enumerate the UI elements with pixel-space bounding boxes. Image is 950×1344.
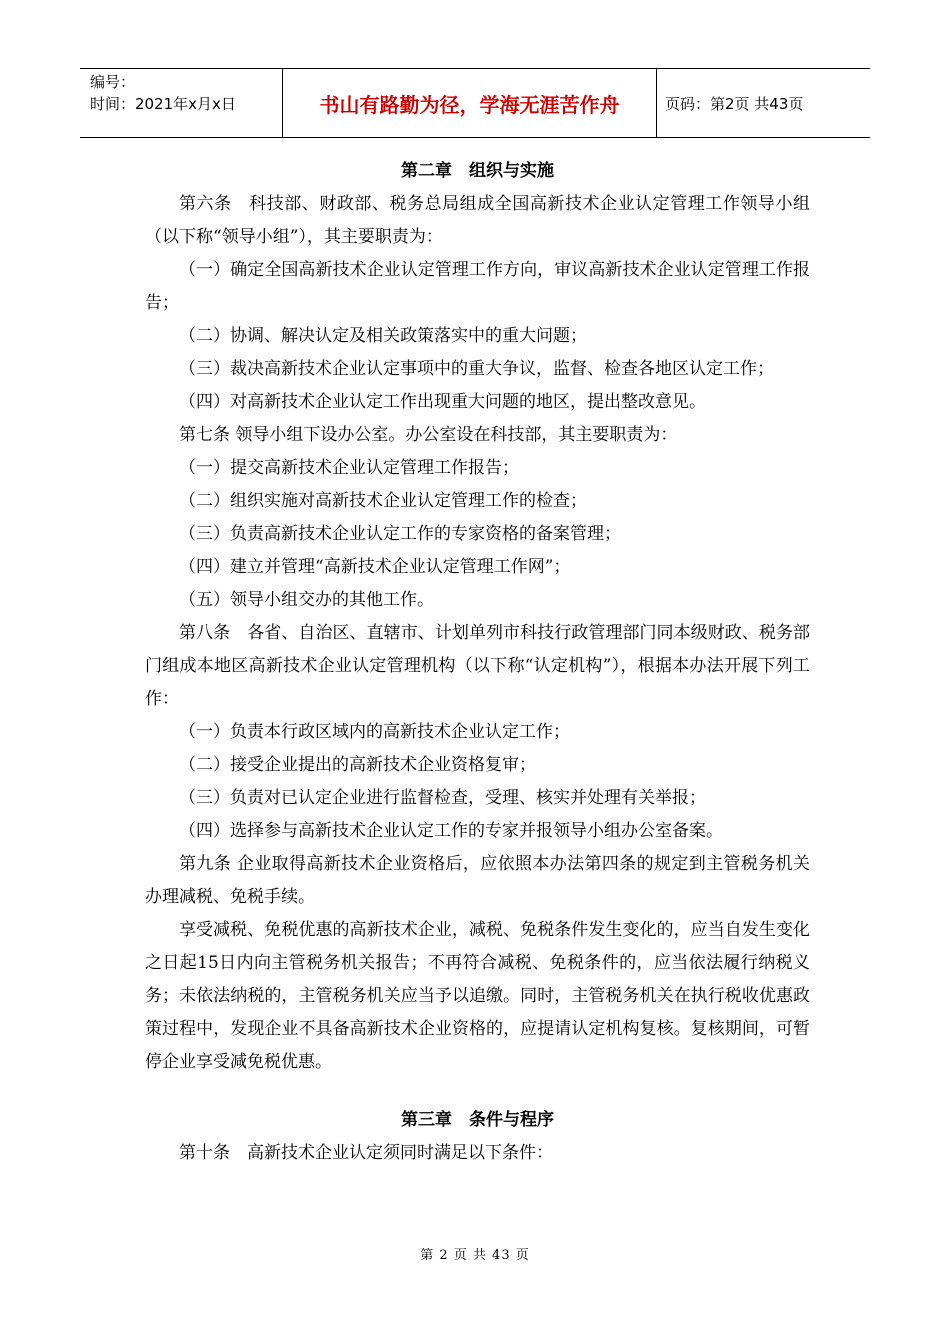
article-8-item-4: （四）选择参与高新技术企业认定工作的专家并报领导小组办公室备案。: [179, 821, 723, 841]
article-8-item-3: （三）负责对已认定企业进行监督检查，受理、核实并处理有关举报；: [179, 788, 706, 808]
article-6: 第六条 科技部、财政部、税务总局组成全国高新技术企业认定管理工作领导小组（以下称“领导小组”），其主要职责为：: [145, 194, 810, 247]
chapter-3-title: 第三章 条件与程序: [401, 1110, 554, 1130]
article-10: 第十条 高新技术企业认定须同时满足以下条件：: [179, 1143, 553, 1163]
header-page-info: 页码：第2页 共43页: [665, 94, 804, 113]
article-7-item-3: （三）负责高新技术企业认定工作的专家资格的备案管理；: [179, 524, 621, 544]
header-motto: 书山有路勤为径，学海无涯苦作舟: [283, 69, 657, 137]
article-6-item-3: （三）裁决高新技术企业认定事项中的重大争议，监督、检查各地区认定工作；: [179, 359, 774, 379]
document-time-label: 时间：2021年x月x日: [90, 95, 236, 113]
article-7: 第七条 领导小组下设办公室。办公室设在科技部，其主要职责为：: [179, 425, 678, 445]
article-6-item-4: （四）对高新技术企业认定工作出现重大问题的地区，提出整改意见。: [179, 392, 706, 412]
article-7-item-5: （五）领导小组交办的其他工作。: [179, 590, 434, 610]
header-meta: [80, 69, 283, 137]
page-footer: 第 2 页 共 43 页: [420, 1248, 530, 1263]
document-header: [80, 68, 870, 138]
article-6-item-1: （一）确定全国高新技术企业认定管理工作方向，审议高新技术企业认定管理工作报告；: [145, 260, 810, 313]
article-7-item-1: （一）提交高新技术企业认定管理工作报告；: [179, 458, 519, 478]
article-9: 第九条 企业取得高新技术企业资格后，应依照本办法第四条的规定到主管税务机关办理减税、免税手续。: [145, 854, 810, 907]
article-7-item-2: （二）组织实施对高新技术企业认定管理工作的检查；: [179, 491, 587, 511]
document-number-label: 编号：: [90, 73, 136, 91]
article-6-item-2: （二）协调、解决认定及相关政策落实中的重大问题；: [179, 326, 587, 346]
document-body: [145, 155, 810, 1170]
chapter-2-title: 第二章 组织与实施: [401, 161, 554, 181]
article-8-item-1: （一）负责本行政区域内的高新技术企业认定工作；: [179, 722, 570, 742]
article-8-item-2: （二）接受企业提出的高新技术企业资格复审；: [179, 755, 536, 775]
spacer: [145, 1079, 810, 1104]
article-9-paragraph-2: 享受减税、免税优惠的高新技术企业，减税、免税条件发生变化的，应当自发生变化之日起15日内向主管税务机关报告；不再符合减税、免税条件的，应当依法履行纳税义务；未依法纳税的，主管税务机关应当予以追缴。同时，主管税务机关在执行税收优惠政策过程中，发现企业不具备高新技术企业资格的，应提请认定机构复核。复核期间，可暂停企业享受减免税优惠。: [145, 920, 810, 1072]
article-7-item-4: （四）建立并管理“高新技术企业认定管理工作网”；: [179, 557, 571, 577]
article-8: 第八条 各省、自治区、直辖市、计划单列市科技行政管理部门同本级财政、税务部门组成本地区高新技术企业认定管理机构（以下称“认定机构”），根据本办法开展下列工作：: [145, 623, 810, 709]
